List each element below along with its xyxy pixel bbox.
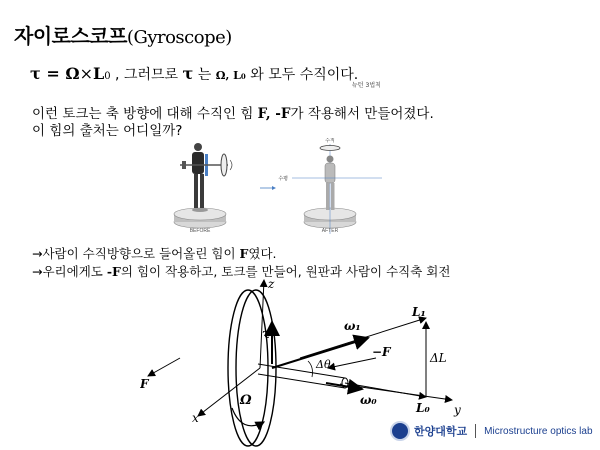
eq-text-b: 는	[193, 67, 216, 83]
force-origin-question: 이 힘의 출처는 어디일까?	[32, 123, 183, 139]
eq-text-c: 와 모두 수직이다.	[245, 67, 359, 83]
eq-times: ×	[79, 64, 93, 83]
vertical-label: 수직	[325, 138, 335, 144]
university-seal-icon	[390, 421, 410, 441]
eq-text-sub0: 0	[240, 72, 246, 81]
arrow2-force: -F	[106, 264, 121, 279]
L1-vector	[300, 318, 426, 358]
L1-label: L₁	[412, 305, 426, 319]
eq-sub0: 0	[104, 71, 111, 82]
z-label: z	[268, 277, 275, 291]
eq-text-a: , 그러므로	[110, 67, 183, 83]
eq-equals: =	[40, 64, 66, 83]
before-figure	[174, 143, 232, 234]
L0-vector	[345, 383, 426, 397]
x-label: x	[192, 411, 199, 425]
arrow2-text-a: →우리에게도	[32, 264, 107, 279]
eq-text-tau: τ	[182, 64, 194, 83]
omega1-label: ω₁	[344, 319, 361, 333]
eq-text-vectors: Ω, L	[215, 69, 241, 82]
arrow1-text-a: →사람이 수직방향으로 들어올린 힘이	[32, 246, 240, 261]
explanation-line-1	[32, 244, 277, 262]
slide-title	[14, 20, 232, 49]
lab-name: Microstructure optics lab	[484, 425, 593, 437]
university-logo	[390, 420, 595, 442]
torque-equation-line	[30, 64, 358, 84]
arrow2-text-b: 의 힘이 작용하고, 토크를 만들어, 원판과 사람이 수직축 회전	[120, 264, 451, 279]
eq-L: L	[92, 64, 105, 83]
neg-F-label: −F	[372, 345, 391, 359]
omega0-label: ω₀	[360, 393, 377, 407]
arrow1-force: F	[239, 246, 249, 261]
delta-theta-arc	[308, 361, 313, 377]
eq-tau: τ	[30, 64, 41, 83]
arrow1-text-b: 였다.	[248, 246, 277, 261]
omega-cap-label: Ω	[240, 393, 252, 408]
tau-label: τ	[262, 327, 271, 342]
L0-label: L₀	[416, 401, 430, 415]
eq-omega: Ω	[65, 64, 80, 83]
delta-theta-label: Δθ	[316, 358, 331, 371]
negative-force-vector	[328, 358, 376, 368]
force-vector	[148, 358, 180, 376]
before-label: BEFORE	[189, 228, 211, 234]
para1-text-a: 이런 토크는 축 방향에 대해 수직인 힘	[32, 106, 258, 122]
y-label: y	[454, 403, 461, 417]
logo-divider	[475, 424, 476, 438]
F-label: F	[140, 377, 149, 391]
newton-third-law-note: 뉴턴 3법칙	[352, 82, 381, 89]
university-name: 한양대학교	[414, 425, 468, 438]
para1-forces: F, -F	[257, 106, 291, 122]
title-korean: 자이로스코프	[14, 24, 127, 48]
para1-text-b: 가 작용해서 만들어졌다.	[290, 106, 434, 122]
after-label: AFTER	[321, 228, 339, 234]
delta-L-label: ΔL	[430, 351, 447, 365]
gyroscope-person-illustration	[160, 138, 410, 238]
horizontal-label: 수평	[278, 176, 288, 182]
after-figure	[278, 138, 382, 234]
title-english: (Gyroscope)	[126, 27, 232, 48]
